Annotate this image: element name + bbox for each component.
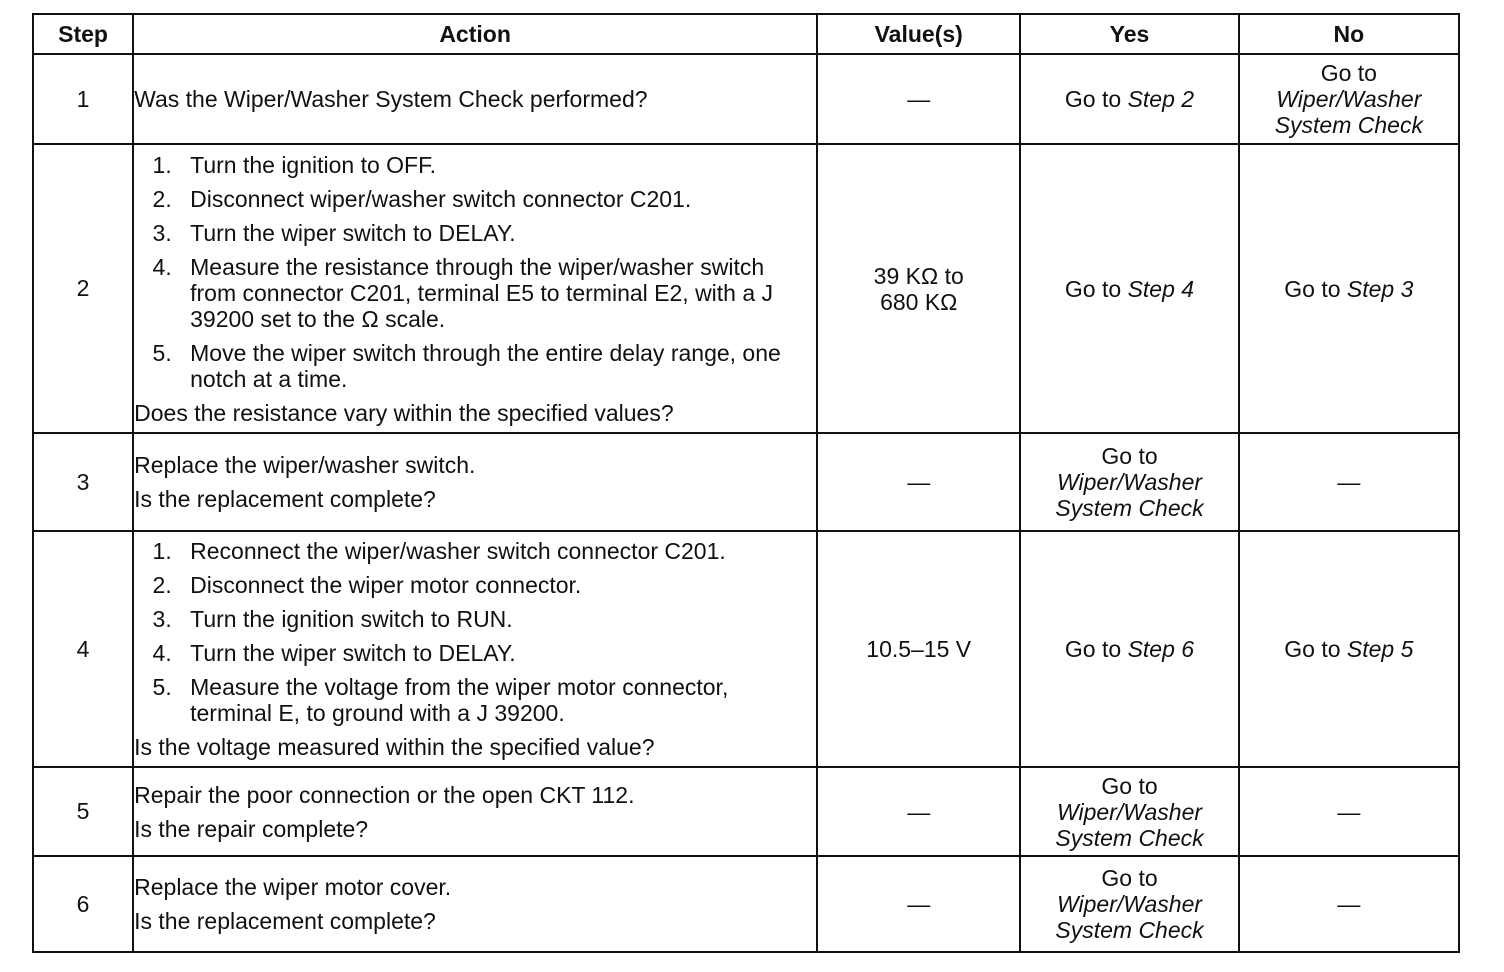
no-prefix: Go to xyxy=(1284,275,1341,302)
statement-text: Repair the poor connection or the open CKT 112. xyxy=(134,781,635,808)
yes-cell xyxy=(1020,767,1238,856)
no-cell: — xyxy=(1239,767,1459,856)
no-cell: — xyxy=(1239,433,1459,531)
value-cell xyxy=(817,144,1020,433)
yes-cell xyxy=(1020,856,1238,952)
yes-ref-line-1: Wiper/Washer xyxy=(1056,891,1203,917)
yes-cell xyxy=(1020,144,1238,433)
yes-ref: Step 6 xyxy=(1127,636,1195,662)
no-ref-line-2: System Check xyxy=(1274,112,1423,138)
table-row-step-1 xyxy=(33,54,1459,144)
no-cell xyxy=(1239,144,1459,433)
value-line-1: 39 KΩ to xyxy=(873,262,964,289)
no-prefix: Go to xyxy=(1320,60,1377,86)
value-cell: — xyxy=(817,856,1020,952)
step-number: 1 xyxy=(33,54,133,144)
table-row-step-2 xyxy=(33,144,1459,433)
action-cell xyxy=(133,433,817,531)
table-row-step-3 xyxy=(33,433,1459,531)
yes-prefix: Go to xyxy=(1101,865,1158,891)
diagnostic-table xyxy=(32,13,1460,953)
header-row xyxy=(33,14,1459,54)
header-step: Step xyxy=(33,14,133,54)
header-no: No xyxy=(1239,14,1459,54)
question-text: Is the replacement complete? xyxy=(134,908,436,934)
no-ref: Step 3 xyxy=(1346,275,1414,302)
list-item: 5. Measure the voltage from the wiper motor connector, terminal E, to ground with a J 39200. xyxy=(178,674,816,726)
header-action: Action xyxy=(133,14,817,54)
action-cell xyxy=(133,144,817,433)
step-number: 2 xyxy=(33,144,133,433)
action-cell xyxy=(133,856,817,952)
list-item: 2. Disconnect the wiper motor connector. xyxy=(178,572,816,598)
yes-ref-line-1: Wiper/Washer xyxy=(1056,469,1203,495)
list-item: 3. Turn the wiper switch to DELAY. xyxy=(178,220,816,246)
question-text: Is the replacement complete? xyxy=(134,486,436,512)
yes-cell xyxy=(1020,433,1238,531)
step-number: 4 xyxy=(33,531,133,767)
list-item: 1. Turn the ignition to OFF. xyxy=(178,152,816,178)
question-text: Was the Wiper/Washer System Check performed? xyxy=(134,86,648,112)
list-item: 5. Move the wiper switch through the entire delay range, one notch at a time. xyxy=(178,340,816,392)
action-cell xyxy=(133,767,817,856)
yes-ref-line-2: System Check xyxy=(1055,917,1204,943)
value-cell: — xyxy=(817,54,1020,144)
table-row-step-5 xyxy=(33,767,1459,856)
list-item: 1. Reconnect the wiper/washer switch connector C201. xyxy=(178,538,816,564)
question-text: Does the resistance vary within the specified values? xyxy=(134,399,674,426)
yes-ref-line-2: System Check xyxy=(1055,495,1204,521)
header-yes: Yes xyxy=(1020,14,1238,54)
yes-prefix: Go to xyxy=(1101,772,1158,799)
step-number: 3 xyxy=(33,433,133,531)
yes-prefix: Go to xyxy=(1064,86,1122,112)
step-number: 6 xyxy=(33,856,133,952)
no-ref-line-1: Wiper/Washer xyxy=(1276,86,1422,112)
list-item: 2. Disconnect wiper/washer switch connector C201. xyxy=(178,186,816,212)
action-steps-list xyxy=(134,152,816,392)
action-steps-list xyxy=(134,538,816,726)
value-cell: — xyxy=(817,433,1020,531)
yes-ref-line-1: Wiper/Washer xyxy=(1056,798,1203,825)
statement-text: Replace the wiper/washer switch. xyxy=(134,452,476,478)
yes-ref: Step 4 xyxy=(1127,275,1195,302)
table-row-step-6 xyxy=(33,856,1459,952)
question-text: Is the repair complete? xyxy=(134,815,369,842)
yes-ref: Step 2 xyxy=(1127,86,1195,112)
value-cell: 10.5–15 V xyxy=(817,531,1020,767)
action-cell xyxy=(133,531,817,767)
statement-text: Replace the wiper motor cover. xyxy=(134,874,452,900)
no-cell: — xyxy=(1239,856,1459,952)
value-cell: — xyxy=(817,767,1020,856)
list-item: 4. Measure the resistance through the wiper/washer switch from connector C201, terminal E5 to terminal E2, with a J 39200 set to the Ω scale. xyxy=(178,254,816,332)
yes-prefix: Go to xyxy=(1064,636,1122,662)
list-item: 3. Turn the ignition switch to RUN. xyxy=(178,606,816,632)
list-item: 4. Turn the wiper switch to DELAY. xyxy=(178,640,816,666)
yes-prefix: Go to xyxy=(1101,443,1158,469)
yes-cell xyxy=(1020,54,1238,144)
no-prefix: Go to xyxy=(1284,636,1341,662)
yes-ref-line-2: System Check xyxy=(1055,824,1204,851)
no-ref: Step 5 xyxy=(1346,636,1414,662)
value-line-2: 680 KΩ xyxy=(880,288,958,315)
action-cell xyxy=(133,54,817,144)
no-cell xyxy=(1239,531,1459,767)
yes-cell xyxy=(1020,531,1238,767)
header-values: Value(s) xyxy=(817,14,1020,54)
no-cell xyxy=(1239,54,1459,144)
yes-prefix: Go to xyxy=(1064,275,1122,302)
table-row-step-4 xyxy=(33,531,1459,767)
question-text: Is the voltage measured within the specified value? xyxy=(134,734,655,760)
step-number: 5 xyxy=(33,767,133,856)
